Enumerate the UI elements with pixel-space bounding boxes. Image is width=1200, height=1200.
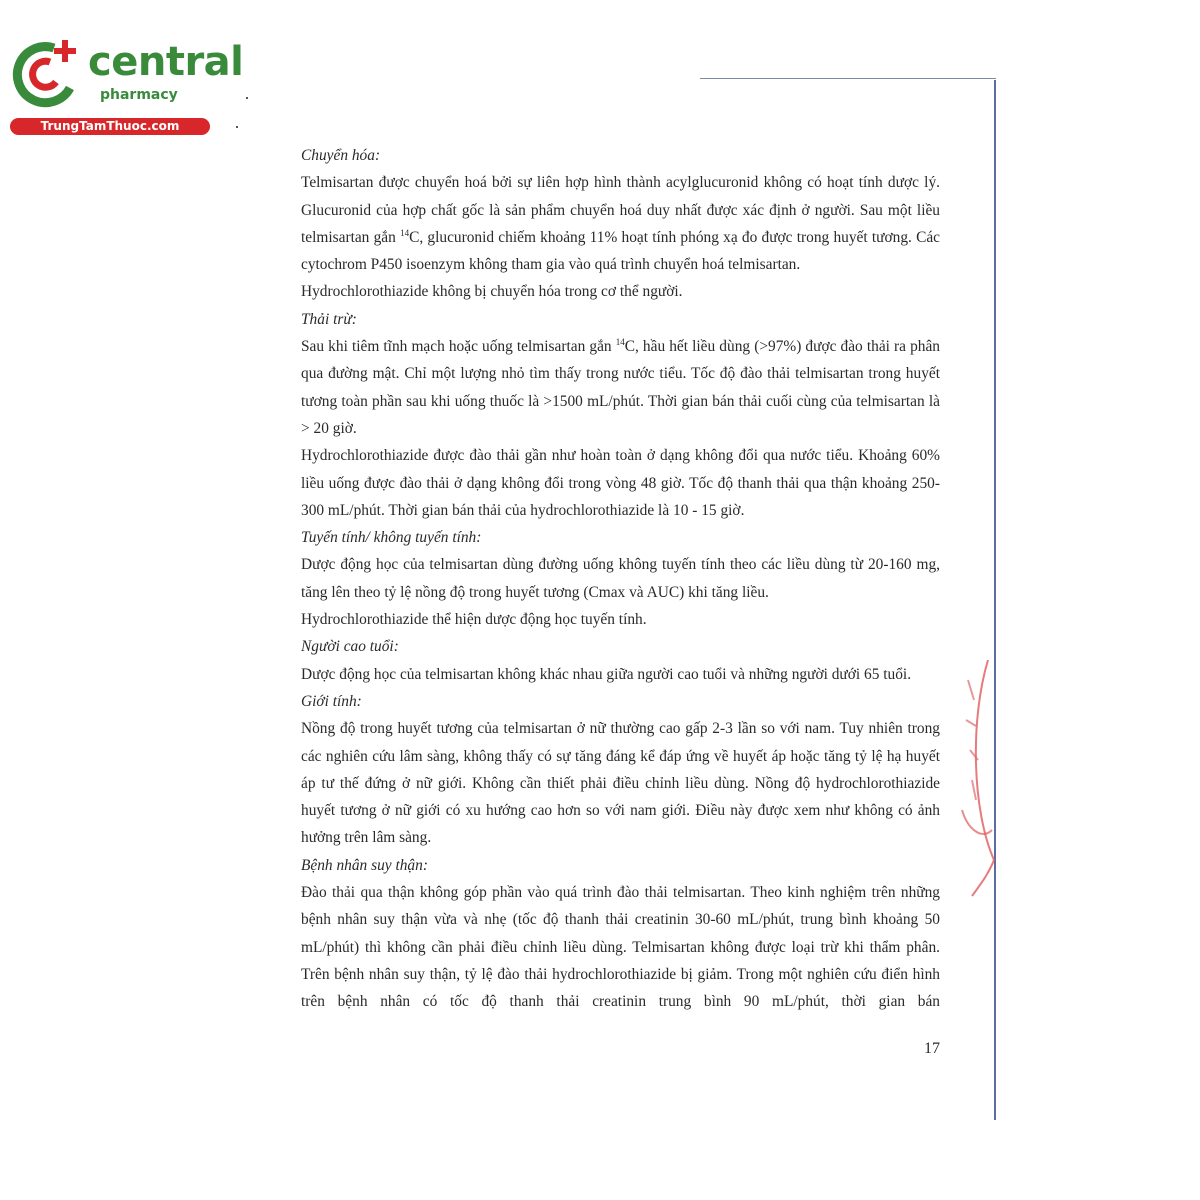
logo-name: central bbox=[88, 39, 244, 85]
paragraph: Hydrochlorothiazide được đào thải gần như hoàn toàn ở dạng không đổi qua nước tiểu. Khoảng 60% liều uống được đào thải ở dạng không đổi trong vòng 48 giờ. Tốc độ thanh thải qua thận khoảng 250-300 mL/phút. Thời gian bán thải của hydrochlorothiazide là 10 - 15 giờ. bbox=[301, 447, 940, 519]
central-pharmacy-logo bbox=[10, 36, 244, 136]
paragraph: Nồng độ trong huyết tương của telmisartan ở nữ thường cao gấp 2-3 lần so với nam. Tuy nhiên trong các nghiên cứu lâm sàng, không thấy có sự tăng đáng kể đáp ứng về huyết áp hoặc tăng tỷ lệ hạ huyết áp tư thế đứng ở nữ giới. Không cần thiết phải điều chỉnh liều dùng. Nồng độ hydrochlorothiazide huyết tương ở nữ giới có xu hướng cao hơn so với nam giới. Điều này được xem như không có ảnh hưởng trên lâm sàng. bbox=[301, 720, 940, 847]
logo-subtitle: pharmacy bbox=[100, 87, 178, 103]
section-heading: Bệnh nhân suy thận: bbox=[301, 856, 428, 874]
paragraph: Hydrochlorothiazide thể hiện dược động học tuyến tính. bbox=[301, 611, 647, 629]
paragraph: Telmisartan được chuyển hoá bởi sự liên hợp hình thành acylglucuronid không có hoạt tính dược lý. Glucuronid của hợp chất gốc là sản phẩm chuyển hoá duy nhất được xác định ở người. Sau một liều telmisartan gắn $^{14}$C, glucuronid chiếm khoảng 11% hoạt tính phóng xạ đo được trong huyết tương. Các cytochrom P450 isoenzym không tham gia vào quá trình chuyển hoá telmisartan. bbox=[301, 174, 941, 274]
paragraph: Dược động học của telmisartan không khác nhau giữa người cao tuổi và những người dưới 65 tuổi. bbox=[301, 665, 912, 683]
scan-speck bbox=[236, 126, 238, 128]
paragraph: Đào thải qua thận không góp phần vào quá trình đào thải telmisartan. Theo kinh nghiệm trên những bệnh nhân suy thận vừa và nhẹ (tốc độ thanh thải creatinin 30-60 mL/phút, trung bình khoảng 50 mL/phút) thì không cần phải điều chỉnh liều dùng. Telmisartan không được loại trừ khi thẩm phân. Trên bệnh nhân suy thận, tỷ lệ đào thải hydrochlorothiazide bị giảm. Trong một nghiên cứu điển hình trên bệnh nhân có tốc độ thanh thải creatinin trung bình 90 mL/phút, thời gian bán bbox=[301, 884, 940, 1011]
logo-website-badge: TrungTamThuoc.com bbox=[10, 118, 210, 135]
scan-speck bbox=[246, 97, 248, 99]
paragraph: Dược động học của telmisartan dùng đường uống không tuyến tính theo các liều dùng từ 20-160 mg, tăng lên theo tỷ lệ nồng độ trong huyết tương (Cmax và AUC) khi tăng liều. bbox=[301, 556, 940, 601]
page-top-edge-line bbox=[700, 78, 996, 79]
paragraph: Sau khi tiêm tĩnh mạch hoặc uống telmisartan gắn $^{14}$C, hầu hết liều dùng (>97%) được đào thải ra phân qua đường mật. Chỉ một lượng nhỏ tìm thấy trong nước tiểu. Tốc độ đào thải telmisartan trong huyết tương toàn phần sau khi uống thuốc là >1500 mL/phút. Thời gian bán thải cuối cùng của telmisartan là > 20 giờ. bbox=[301, 337, 940, 437]
section-heading: Người cao tuổi: bbox=[301, 638, 399, 656]
isotope-superscript: 14 bbox=[615, 337, 625, 348]
isotope-superscript: 14 bbox=[400, 227, 410, 238]
section-heading: Thải trừ: bbox=[301, 310, 357, 328]
page-right-edge-line bbox=[994, 80, 996, 1120]
paragraph: Hydrochlorothiazide không bị chuyển hóa trong cơ thể người. bbox=[301, 283, 683, 301]
section-heading: Tuyến tính/ không tuyến tính: bbox=[301, 529, 482, 547]
section-heading: Chuyển hóa: bbox=[301, 147, 381, 164]
section-heading: Giới tính: bbox=[301, 692, 362, 710]
red-seal-stamp-icon bbox=[958, 660, 998, 900]
document-body bbox=[301, 142, 940, 1016]
page-number: 17 bbox=[924, 1040, 940, 1057]
pharmacy-cross-logo-icon bbox=[10, 36, 90, 108]
